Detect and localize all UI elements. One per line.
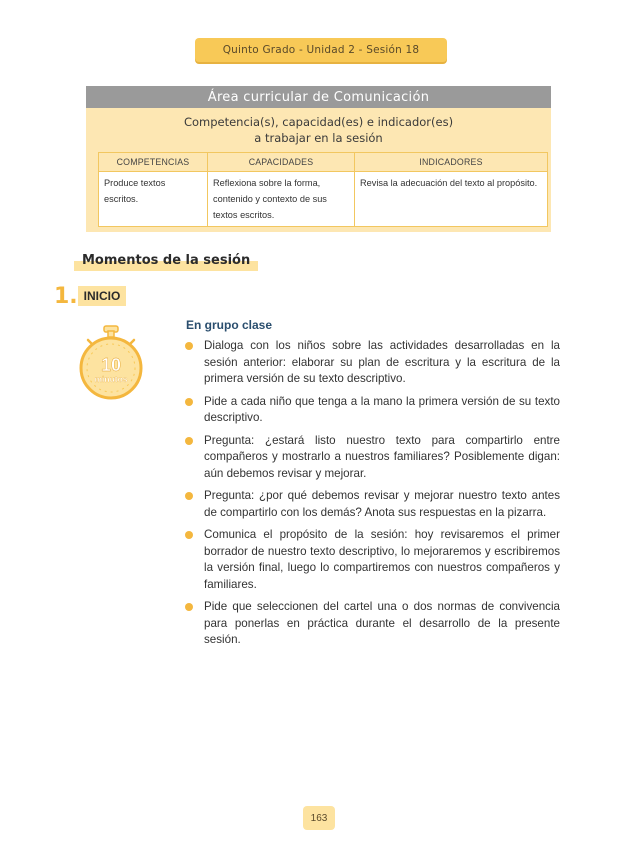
list-item-text: Pide a cada niño que tenga a la mano la primera versión de su texto descriptivo. — [204, 394, 560, 424]
list-item — [184, 527, 560, 593]
competencia-title — [86, 114, 551, 146]
activities-list — [184, 338, 560, 655]
table-cell: Produce textos escritos. — [99, 172, 208, 227]
competencias-table — [98, 152, 548, 227]
list-item — [184, 599, 560, 649]
curricular-area-box — [86, 86, 551, 232]
list-item-text: Pregunta: ¿por qué debemos revisar y mejorar nuestro texto antes de compartirlo con los demás? Anota sus respuestas en la pizarra. — [204, 489, 560, 519]
bullet-icon — [185, 531, 193, 539]
column-header: CAPACIDADES — [208, 153, 355, 172]
list-item-text: Dialoga con los niños sobre las actividades desarrolladas en la sesión anterior: elaborar su plan de escritura y la escritura de la primera versión de su texto descriptivo. — [204, 339, 560, 385]
inicio-label: INICIO — [78, 286, 126, 306]
bullet-icon — [185, 342, 193, 350]
list-item-text: Pregunta: ¿estará listo nuestro texto para compartirlo entre compañeros y mostrarlo a nuestros familiares? Posiblemente digan: aún debemos revisar y mejorar. — [204, 433, 560, 480]
table-cell: Reflexiona sobre la forma, contenido y contexto de sus textos escritos. — [208, 172, 355, 227]
list-item — [184, 338, 560, 388]
group-label: En grupo clase — [186, 318, 273, 332]
header-tab — [195, 38, 447, 62]
area-title: Área curricular de Comunicación — [86, 86, 551, 108]
bullet-icon — [185, 603, 193, 611]
list-item-text: Comunica el propósito de la sesión: hoy revisaremos el primer borrador de nuestro texto descriptivo, lo mejoraremos y escribiremos la versión final, luego lo compartiremos con nuestros compañeros y familiares. — [204, 528, 560, 591]
timer-value: 10 — [100, 355, 122, 375]
page-number: 163 — [303, 806, 335, 830]
table-row — [99, 172, 548, 227]
header-label: Quinto Grado - Unidad 2 - Sesión 18 — [222, 44, 420, 56]
list-item — [184, 433, 560, 483]
list-item — [184, 488, 560, 521]
bullet-icon — [185, 492, 193, 500]
bullet-icon — [185, 398, 193, 406]
column-header: COMPETENCIAS — [99, 153, 208, 172]
timer-unit: minutos — [94, 374, 128, 384]
step-number: 1. — [54, 284, 78, 309]
column-header: INDICADORES — [355, 153, 548, 172]
bullet-icon — [185, 437, 193, 445]
list-item — [184, 394, 560, 427]
momentos-heading: Momentos de la sesión — [74, 250, 258, 270]
table-cell: Revisa la adecuación del texto al propósito. — [355, 172, 548, 227]
stopwatch-icon — [76, 324, 146, 400]
list-item-text: Pide que seleccionen del cartel una o dos normas de convivencia para ponerlas en práctica durante el desarrollo de la presente sesión. — [204, 600, 560, 646]
competencia-line-2: a trabajar en la sesión — [254, 131, 383, 145]
competencia-line-1: Competencia(s), capacidad(es) e indicador(es) — [183, 115, 454, 129]
